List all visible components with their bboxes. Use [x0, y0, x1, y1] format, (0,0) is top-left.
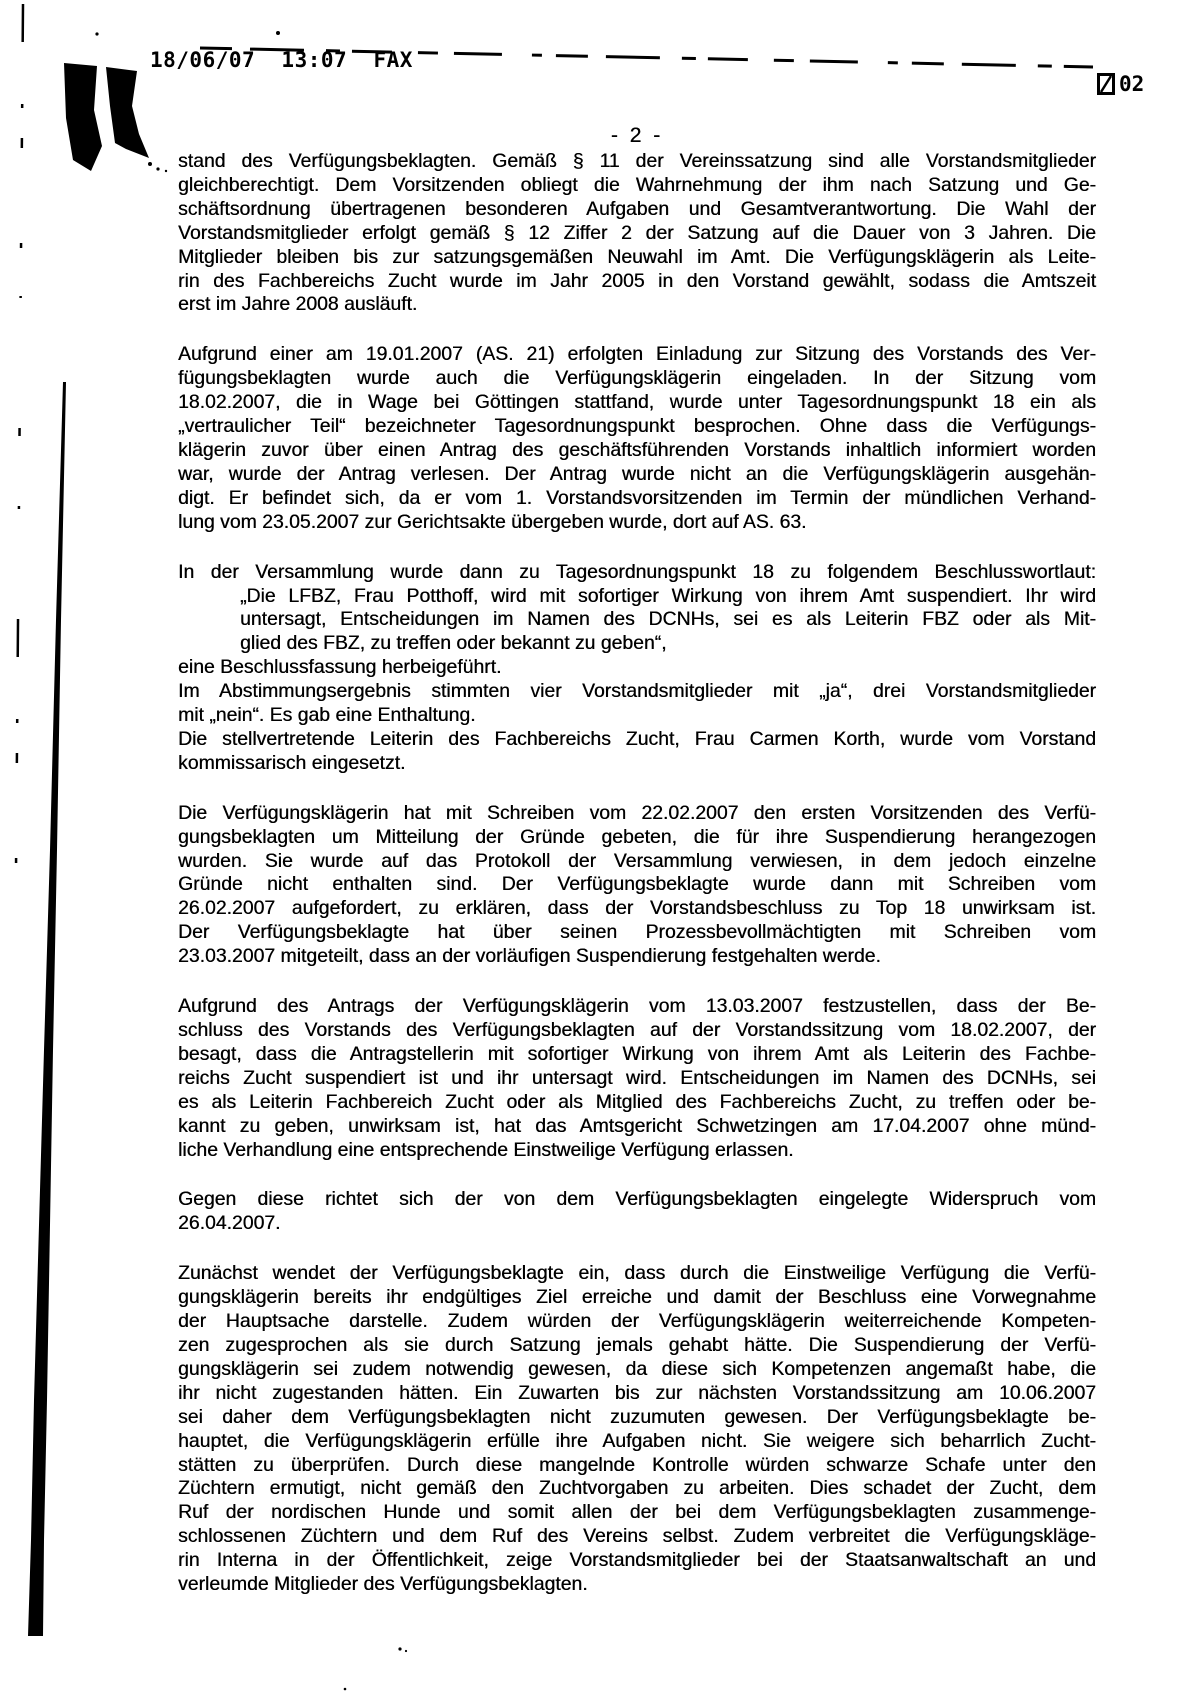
text-line: „Die LFBZ, Frau Potthoff, wird mit sofortiger Wirkung von ihrem Amt suspendiert. Ihr wird	[240, 584, 1096, 607]
text-line: Ruf der nordischen Hunde und somit allen der bei dem Verfügungsbeklagten zusammenge-	[178, 1501, 1096, 1524]
text-line: 23.03.2007 mitgeteilt, dass an der vorläufigen Suspendierung festgehalten werde.	[178, 945, 881, 968]
text-line: ihr nicht zugestanden hätten. Ein Zuwarten bis zur nächsten Vorstandssitzung am 10.06.2007	[178, 1381, 1096, 1404]
fax-label: FAX	[373, 48, 413, 72]
paragraph	[178, 995, 1096, 1162]
text-line: besagt, dass die Antragstellerin mit sofortiger Wirkung von ihrem Amt als Leiterin des Fachbe-	[178, 1042, 1096, 1065]
paragraph	[178, 561, 1096, 776]
text-line: 18.02.2007, die in Wage bei Göttingen stattfand, wurde unter Tagesordnungspunkt 18 ein als	[178, 391, 1096, 414]
text-line: der Hauptsache darstelle. Zudem würden der Verfügungsklägerin weiterreichende Kompeten-	[178, 1310, 1096, 1333]
text-line: kommissarisch eingesetzt.	[178, 751, 406, 774]
fax-header	[150, 48, 413, 72]
text-line: untersagt, Entscheidungen im Namen des DCNHs, sei es als Leiterin FBZ oder als Mit-	[240, 608, 1096, 631]
text-line: kannt zu geben, unwirksam ist, hat das Amtsgericht Schwetzingen am 17.04.2007 ohne münd-	[178, 1114, 1096, 1137]
speckle	[398, 1647, 401, 1650]
text-line: Züchtern ermutigt, nicht gemäß den Zuchtvorgaben zu arbeiten. Dies schadet der Zucht, dem	[178, 1477, 1096, 1500]
text-line: gungsklägerin bereits ihr endgültiges Ziel erreiche und damit der Beschluss eine Vorwegnahme	[178, 1286, 1096, 1309]
ink-blob-2	[106, 67, 149, 158]
text-line: Aufgrund des Antrags der Verfügungsklägerin vom 13.03.2007 festzustellen, dass der Be-	[178, 995, 1096, 1018]
text-line: reichs Zucht suspendiert ist und ihr untersagt wird. Entscheidungen im Namen des DCNHs, sei	[178, 1066, 1096, 1089]
text-line: rin Interna in der Öffentlichkeit, zeige Vorstandsmitglieder bei der Staatsanwaltschaft an und	[178, 1549, 1096, 1572]
page-indicator-number: 02	[1119, 72, 1145, 96]
text-line: schluss des Vorstands des Verfügungsbeklagten auf der Vorstandssitzung vom 18.02.2007, der	[178, 1019, 1096, 1041]
text-line: liche Verhandlung eine entsprechende Einstweilige Verfügung erlassen.	[178, 1138, 794, 1161]
text-line: Im Abstimmungsergebnis stimmten vier Vorstandsmitglieder mit „ja“, drei Vorstandsmitglieder	[178, 680, 1096, 703]
text-line: digt. Er befindet sich, da er vom 1. Vorstandsvorsitzenden im Termin der mündlichen Verhand-	[178, 486, 1096, 509]
text-line: Die stellvertretende Leiterin des Fachbereichs Zucht, Frau Carmen Korth, wurde vom Vorstand	[178, 727, 1096, 750]
text-line: gungsbeklagten um Mitteilung der Gründe gebeten, die für ihre Suspendierung herangezogen	[178, 825, 1096, 848]
page-number: - 2 -	[610, 124, 664, 147]
text-line: mit „nein“. Es gab eine Enthaltung.	[178, 704, 476, 727]
text-line: „vertraulicher Teil“ bezeichneter Tagesordnungspunkt besprochen. Ohne dass die Verfügungs-	[178, 415, 1096, 438]
paragraph	[178, 1188, 1096, 1236]
text-line: zen zugesprochen als sie durch Satzung jemals gehabt hätte. Die Suspendierung der Verfü-	[178, 1333, 1096, 1356]
text-line: war, wurde der Antrag verlesen. Der Antrag wurde nicht an die Verfügungsklägerin ausgehän-	[178, 462, 1096, 485]
text-line: Vorstandsmitglieder erfolgt gemäß § 12 Ziffer 2 der Satzung auf die Dauer von 3 Jahren. Die	[178, 221, 1096, 244]
paragraph	[178, 343, 1096, 534]
text-line: wurden. Sie wurde auf das Protokoll der Versammlung verwiesen, in dem jedoch einzelne	[178, 849, 1096, 872]
fax-label-spacer	[347, 48, 373, 72]
speckle	[156, 167, 159, 170]
text-line: rin des Fachbereichs Zucht wurde im Jahr 2005 in den Vorstand gewählt, sodass die Amtszeit	[178, 269, 1096, 292]
speckle	[405, 1650, 407, 1652]
text-line: Aufgrund einer am 19.01.2007 (AS. 21) erfolgten Einladung zur Sitzung des Vorstands des Ver-	[178, 343, 1096, 366]
speckle	[148, 162, 152, 166]
text-line: klägerin zuvor über einen Antrag des geschäftsführenden Vorstands inhaltlich informiert worden	[178, 438, 1096, 461]
text-line: Gegen diese richtet sich der von dem Verfügungsbeklagten eingelegte Widerspruch vom	[178, 1188, 1096, 1211]
ink-blob-1	[64, 63, 102, 171]
text-line: Die Verfügungsklägerin hat mit Schreiben vom 22.02.2007 den ersten Vorsitzenden des Verfü-	[178, 801, 1096, 824]
text-line: hauptet, die Verfügungsklägerin erfülle ihre Aufgaben nicht. Sie weigere sich beharrlich Zucht-	[178, 1429, 1096, 1452]
paragraph	[178, 150, 1096, 317]
text-line: 26.02.2007 aufgefordert, zu erklären, dass der Vorstandsbeschluss zu Top 18 unwirksam ist.	[178, 897, 1096, 920]
scan-streak	[28, 382, 66, 1636]
text-line: erst im Jahre 2008 ausläuft.	[178, 293, 418, 316]
paragraph	[178, 802, 1096, 969]
speckle	[95, 32, 98, 35]
text-line: 26.04.2007.	[178, 1212, 281, 1235]
speckle	[165, 170, 167, 172]
speckle	[276, 31, 280, 35]
text-line: lung vom 23.05.2007 zur Gerichtsakte übergeben wurde, dort auf AS. 63.	[178, 510, 807, 533]
text-line: Der Verfügungsbeklagte hat über seinen Prozessbevollmächtigten mit Schreiben vom	[178, 921, 1096, 944]
text-line: gungsklägerin sei zudem notwendig gewesen, da diese sich Kompetenzen angemaßt habe, die	[178, 1357, 1096, 1380]
text-line: fügungsbeklagten wurde auch die Verfügungsklägerin eingeladen. In der Sitzung vom	[178, 367, 1096, 390]
text-line: schlossenen Züchtern und dem Ruf des Vereins selbst. Zudem verbreitet die Verfügungskläge-	[178, 1525, 1096, 1548]
text-line: gleichberechtigt. Dem Vorsitzenden obliegt die Wahrnehmung der ihm nach Satzung und Ge-	[178, 173, 1096, 196]
document-body	[178, 150, 1096, 1623]
paragraph	[178, 1262, 1096, 1597]
text-line: Zunächst wendet der Verfügungsbeklagte ein, dass durch die Einstweilige Verfügung die Verfü-	[178, 1262, 1096, 1285]
text-line: verleumde Mitglieder des Verfügungsbeklagten.	[178, 1573, 588, 1596]
fax-timestamp: 18/06/07 13:07	[150, 48, 348, 72]
text-line: schäftsordnung übertragenen besonderen Aufgaben und Gesamtverantwortung. Die Wahl der	[178, 197, 1096, 220]
text-line: Gründe nicht enthalten sind. Der Verfügungsbeklagte wurde dann mit Schreiben vom	[178, 873, 1096, 896]
text-line: Mitglieder bleiben bis zur satzungsgemäßen Neuwahl im Amt. Die Verfügungsklägerin als Leite-	[178, 245, 1096, 268]
text-line: es als Leiterin Fachbereich Zucht oder als Mitglied des Fachbereichs Zucht, zu treffen oder be-	[178, 1090, 1096, 1113]
speckle	[344, 1688, 347, 1691]
text-line: stand des Verfügungsbeklagten. Gemäß § 11 der Vereinssatzung sind alle Vorstandsmitglieder	[178, 150, 1096, 172]
fax-page-icon	[1097, 73, 1115, 95]
dashed-line-vertical	[16, 4, 23, 870]
page-indicator	[1097, 72, 1144, 96]
text-line: glied des FBZ, zu treffen oder bekannt zu geben“,	[240, 632, 667, 655]
text-line: eine Beschlussfassung herbeigeführt.	[178, 656, 502, 679]
text-line: sei daher dem Verfügungsbeklagten nicht zuzumuten gewesen. Der Verfügungsbeklagte be-	[178, 1405, 1096, 1428]
text-line: In der Versammlung wurde dann zu Tagesordnungspunkt 18 zu folgendem Beschlusswortlaut:	[178, 560, 1096, 583]
text-line: stätten zu überprüfen. Durch diese mangelnde Kontrolle würden schwarze Schafe unter den	[178, 1453, 1096, 1476]
